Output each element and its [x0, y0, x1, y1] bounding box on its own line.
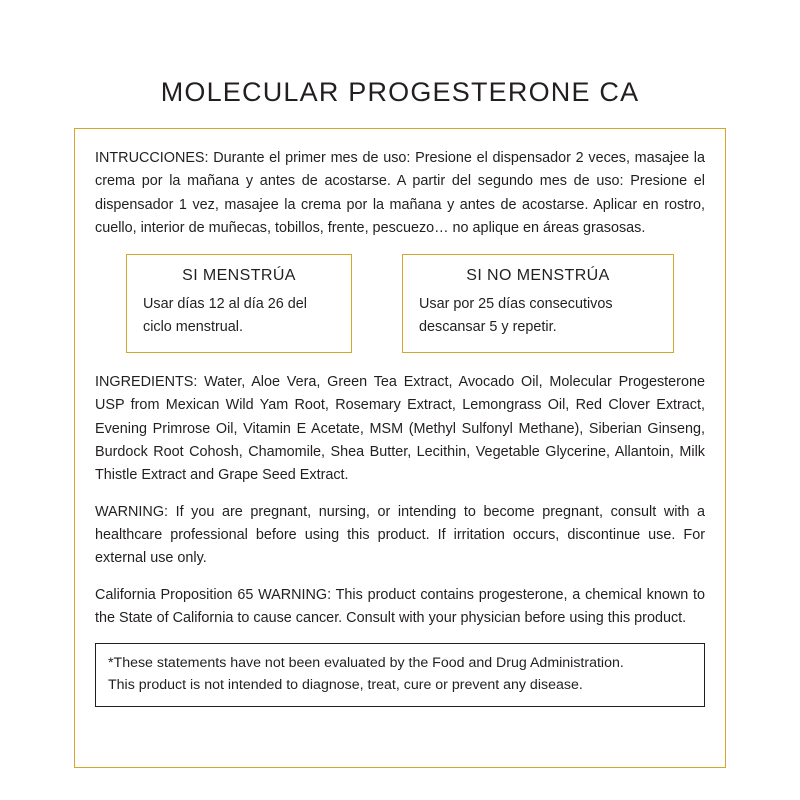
cycle-box-menstruating — [126, 254, 352, 353]
prop65-label: California Proposition 65 WARNING: — [95, 586, 332, 603]
cycle-box-non-menstruating — [402, 254, 674, 353]
fda-disclaimer-line-1: *These statements have not been evaluated by the Food and Drug Administration. — [108, 655, 624, 672]
label-content-box — [74, 128, 726, 768]
cycle-boxes-row — [95, 254, 705, 353]
page-title: MOLECULAR PROGESTERONE CA — [160, 77, 640, 107]
cycle-box-non-menstruating-text: Usar por 25 días consecutivos descansar 5 y repetir. — [419, 296, 613, 335]
cycle-box-menstruating-title: SI MENSTRÚA — [182, 267, 296, 285]
prop65-text: This product contains progesterone, a chemical known to the State of California to cause cancer. Consult with your physician before using this product. — [95, 586, 705, 626]
ingredients-paragraph — [95, 371, 705, 488]
instructions-label: INTRUCCIONES: — [95, 150, 209, 166]
cycle-box-menstruating-text: Usar días 12 al día 26 del ciclo menstrual. — [143, 296, 307, 335]
ingredients-text: Water, Aloe Vera, Green Tea Extract, Avocado Oil, Molecular Progesterone USP from Mexican Wild Yam Root, Rosemary Extract, Lemongrass Oil, Red Clover Extract, Evening Primrose Oil, Vitamin E Acetate, MSM (Methyl Sulfonyl Methane), Siberian Ginseng, Burdock Root Cohosh, Chamomile, Shea Butter, Lecithin, Vegetable Glycerine, Allantoin, Milk Thistle Extract and Grape Seed Extract. — [95, 373, 705, 484]
fda-disclaimer-line-2: This product is not intended to diagnose, treat, cure or prevent any disease. — [108, 676, 583, 693]
fda-disclaimer-box — [95, 643, 705, 707]
ingredients-label: INGREDIENTS: — [95, 373, 198, 390]
instructions-paragraph — [95, 147, 705, 240]
instructions-text: Durante el primer mes de uso: Presione el dispensador 2 veces, masajee la crema por la mañana y antes de acostarse. A partir del segundo mes de uso: Presione el dispensador 1 vez, masajee la crema por la mañana y antes de acostarse. Aplicar en rostro, cuello, interior de muñecas, tobillos, frente, pescuezo… no aplique en áreas grasosas. — [95, 150, 705, 236]
warning-text: If you are pregnant, nursing, or intending to become pregnant, consult with a healthcare professional before using this product. If irritation occurs, discontinue use. For external use only. — [95, 503, 705, 567]
cycle-box-non-menstruating-title: SI NO MENSTRÚA — [466, 267, 610, 285]
warning-paragraph — [95, 501, 705, 571]
prop65-paragraph — [95, 584, 705, 631]
warning-label: WARNING: — [95, 503, 169, 520]
